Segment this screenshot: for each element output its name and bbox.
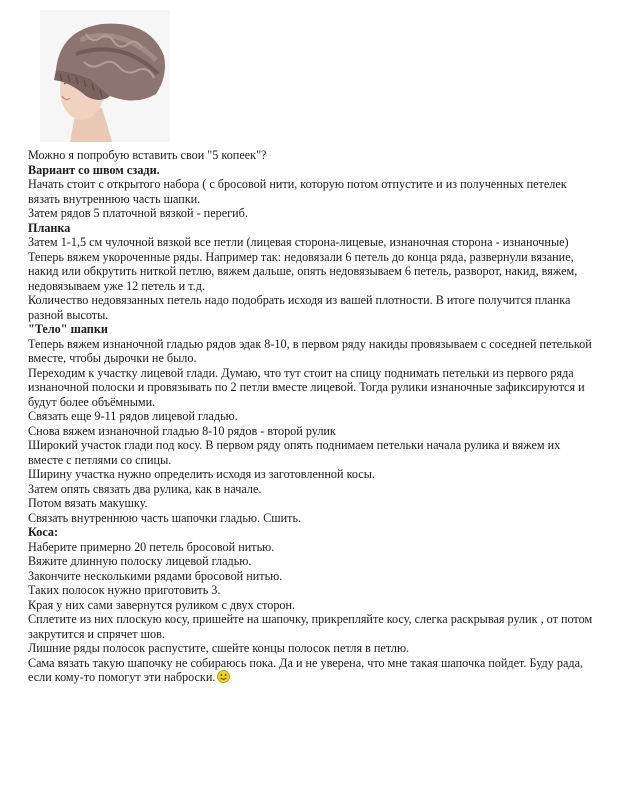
text-line: Затем 1-1,5 см чулочной вязкой все петли (лицевая сторона-лицевые, изнаночная сторона - изнаночные) bbox=[28, 235, 569, 249]
text-line: Таких полосок нужно приготовить 3. bbox=[28, 583, 221, 597]
text-line: Связать внутреннюю часть шапочки гладью. Сшить. bbox=[28, 510, 302, 525]
text-line: Края у них сами завернутся руликом с двух сторон. bbox=[28, 597, 296, 612]
text-line: Теперь вяжем укороченные ряды. Например так: недовязали 6 петель до конца ряда, развернули вязание, накид или обкрутить ниткой петлю, вяжем дальше, опять недовязываем 6 петель, разворот, накид, вяжем, недовязываем уже 12 петель и т.д. bbox=[28, 249, 578, 293]
text-line: Вяжите длинную полоску лицевой гладью. bbox=[28, 554, 252, 568]
closing-text: Сама вязать такую шапочку не собираюсь пока. Да и не уверена, что мне такая шапочка пойдет. Буду рада, если кому-то помогут эти наброски. bbox=[28, 655, 584, 685]
text-line: Теперь вяжем изнаночной гладью рядов эдак 8-10, в первом ряду накиды провязываем с соседней петелькой вместе, чтобы дырочки не было. bbox=[28, 336, 592, 365]
text-line: Снова вяжем изнаночной гладью 8-10 рядов - второй рулик bbox=[28, 423, 336, 438]
intro-line: Можно я попробую вставить свои "5 копеек"? bbox=[28, 148, 267, 162]
text-line: Связать еще 9-11 рядов лицевой гладью. bbox=[28, 409, 238, 423]
text-line: Лишние ряды полосок распустите, сшейте концы полосок петля в петлю. bbox=[28, 641, 410, 655]
planka-heading: Планка bbox=[28, 220, 71, 235]
text-line: Количество недовязанных петель надо подобрать исходя из вашей плотности. В итоге получится планка разной высоты. bbox=[28, 293, 571, 322]
text-line: Закончите несколькими рядами бросовой нитью. bbox=[28, 568, 283, 583]
kosa-heading: Коса: bbox=[28, 525, 59, 539]
text-line: Потом вязать макушку. bbox=[28, 496, 148, 510]
closing-line bbox=[28, 656, 598, 687]
text-line: Широкий участок глади под косу. В первом ряду опять поднимаем петельки начала рулика и вяжем их вместе с петлями со спицы. bbox=[28, 438, 561, 467]
variant-heading: Вариант со швом сзади. bbox=[28, 162, 160, 177]
knitted-hat-photo bbox=[40, 10, 170, 142]
text-line: Ширину участка нужно определить исходя из заготовленной косы. bbox=[28, 467, 375, 481]
text-line: Наберите примерно 20 петель бросовой нитью. bbox=[28, 539, 275, 554]
text-line: Сплетите из них плоскую косу, пришейте на шапочку, прикрепляйте косу, слегка раскрывая рулик , от потом закрутится и спрячет шов. bbox=[28, 612, 593, 641]
text-line: Затем рядов 5 платочной вязкой - перегиб. bbox=[28, 206, 248, 220]
hat-illustration bbox=[40, 10, 170, 142]
smiley-icon bbox=[217, 670, 230, 687]
text-line: Затем опять связать два рулика, как в начале. bbox=[28, 481, 262, 496]
text-line: Начать стоит с открытого набора ( с бросовой нити, которую потом отпустите и из полученных петелек вязать внутреннюю часть шапки. bbox=[28, 177, 567, 206]
knitting-instructions bbox=[28, 148, 598, 687]
text-line: Переходим к участку лицевой глади. Думаю, что тут стоит на спицу поднимать петельки из первого ряда изнаночной полоски и провязывать по 2 петли вместе лицевой. Тогда рулики изнаночные зафиксируются и будут более объёмными. bbox=[28, 365, 585, 409]
body-heading: "Тело" шапки bbox=[28, 322, 108, 336]
